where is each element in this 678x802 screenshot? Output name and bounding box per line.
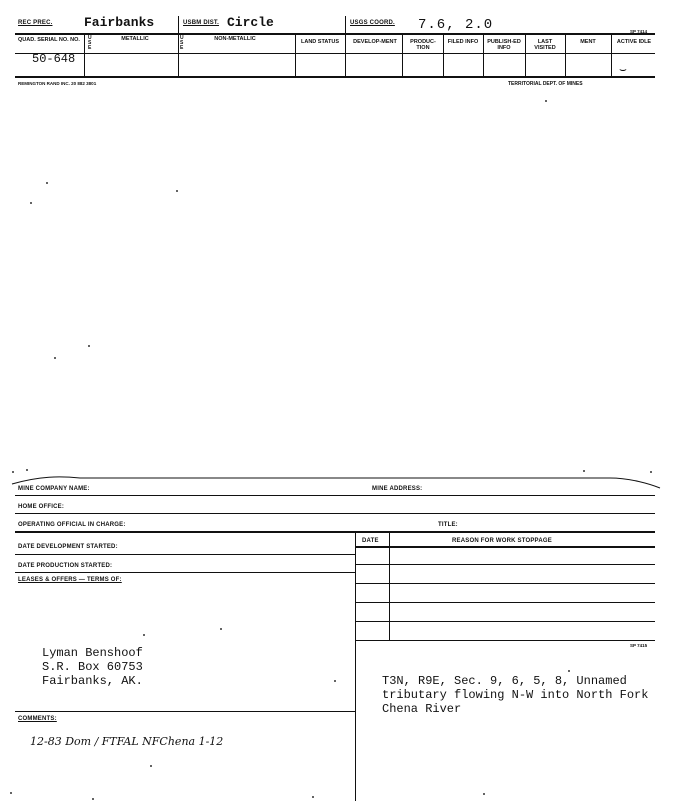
comments-handwritten: 12-83 Dom / FTFAL NFChena 1-12 (30, 735, 224, 748)
top-footer-right: TERRITORIAL DEPT. OF MINES (508, 81, 583, 87)
usgs-coord-value: 7.6, 2.0 (418, 17, 494, 33)
home-office-label: HOME OFFICE: (18, 504, 65, 510)
leases-label: LEASES & OFFERS — TERMS OF: (18, 577, 122, 583)
reason-col-label: REASON FOR WORK STOPPAGE (452, 538, 552, 544)
production-header: PRODUC-TION (410, 39, 436, 51)
operating-official-label: OPERATING OFFICIAL IN CHARGE: (18, 522, 126, 528)
mine-address-label: MINE ADDRESS: (372, 486, 423, 492)
comments-label: COMMENTS: (18, 716, 57, 722)
land-status-header: LAND STATUS (301, 39, 339, 45)
use-letters-header: U S E (88, 35, 92, 51)
rec-prec-label: REC PREC. (18, 20, 53, 26)
usbm-dist-label: USBM DIST. (183, 20, 220, 26)
active-idle-header: ACTIVE IDLE (616, 39, 652, 45)
non-metallic-header: NON-METALLIC (214, 36, 256, 42)
published-info-header: PUBLISH-ED INFO (487, 39, 521, 51)
card-edge (10, 470, 665, 490)
date-development-label: DATE DEVELOPMENT STARTED: (18, 544, 118, 550)
rec-prec-value: Fairbanks (84, 15, 155, 30)
checkmark-mark: ⌣ (619, 62, 627, 76)
date-production-label: DATE PRODUCTION STARTED: (18, 563, 113, 569)
date-col-label: DATE (362, 538, 379, 544)
location-line: Chena River (382, 702, 462, 716)
address-line: Lyman Benshoof (42, 646, 143, 660)
serial-value: 50-648 (32, 52, 76, 66)
location-line: T3N, R9E, Sec. 9, 6, 5, 8, Unnamed (382, 674, 627, 688)
ment-header: MENT (580, 39, 596, 45)
address-line: Fairbanks, AK. (42, 674, 143, 688)
top-form-number: SP 7414 (630, 29, 648, 34)
last-visited-header: LAST VISITED (534, 39, 556, 51)
location-line: tributary flowing N-W into North Fork (382, 688, 649, 702)
bottom-form-number: SP 7415 (630, 643, 648, 648)
quad-serial-header: QUAD. SERIAL NO. NO. (18, 37, 80, 43)
filed-info-header: FILED INFO (447, 39, 479, 45)
use-letters-header-2: U S E (180, 35, 184, 51)
title-label: TITLE: (438, 522, 458, 528)
mine-company-name-label: MINE COMPANY NAME: (18, 486, 90, 492)
usgs-coord-label: USGS COORD. (350, 20, 395, 26)
top-footer-left: REMINGTON RAND INC. 20 882 3801 (18, 81, 97, 86)
usbm-dist-value: Circle (227, 15, 274, 30)
metallic-header: METALLIC (121, 36, 149, 42)
address-line: S.R. Box 60753 (42, 660, 143, 674)
development-header: DEVELOP-MENT (353, 39, 397, 45)
